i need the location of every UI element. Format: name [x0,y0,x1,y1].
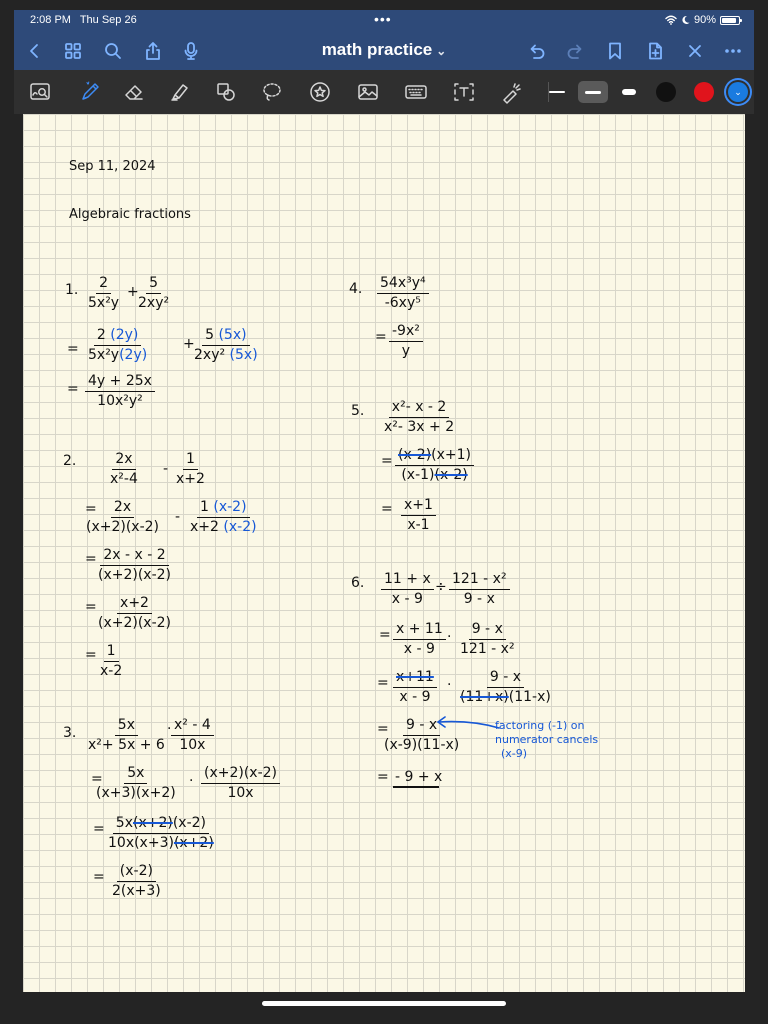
problem-6-step3-fraction-b [457,670,554,706]
thickness-thick-line [622,89,636,95]
denominator: 2xy² [138,295,170,312]
denominator [187,518,260,535]
wifi-icon [665,15,677,25]
operator: - [163,461,169,477]
problem-2-fraction-a [107,452,141,488]
denominator: 10x²y² [97,393,143,410]
equals-sign: = [377,721,389,737]
problem-4-result [389,324,423,360]
multiplier: (5x) [218,327,247,343]
numerator: 2x [112,452,135,470]
lasso-tool-icon[interactable] [258,79,286,105]
status-time: 2:08 PM [30,14,71,26]
equals-sign: = [375,329,387,345]
equals-sign: = [67,341,79,357]
problem-6-label: 6. [351,575,365,591]
problem-2-step3 [95,548,174,584]
numerator-term: 5x [115,815,133,831]
undo-icon[interactable] [526,40,548,62]
numerator: 4y + 25x [85,374,155,392]
numerator: x + 11 [393,622,446,640]
battery-icon [720,16,740,25]
bookmark-icon[interactable] [604,40,626,62]
microphone-icon[interactable] [180,40,202,62]
problem-6-result: - 9 + x [395,769,443,785]
denominator-term: (x-1) [401,467,435,484]
search-icon[interactable] [102,40,124,62]
denominator: 2(x+3) [112,883,161,900]
denominator [398,466,470,483]
equals-sign: = [377,675,389,691]
color-swatch-blue[interactable] [728,82,748,102]
numerator: 5x [124,766,147,784]
thickness-medium-line [585,91,601,94]
denominator: (x-9)(11-x) [384,737,460,754]
numerator [113,816,209,834]
cancelled-factor: x+11 [396,669,434,685]
thickness-thick[interactable] [614,81,644,103]
multiplier: (x-2) [213,499,247,515]
equals-sign: = [85,599,97,615]
operator: - [175,509,181,525]
denominator [191,346,261,363]
color-swatch-black[interactable] [656,82,676,102]
title-dropdown-chevron-icon[interactable]: ⌄ [436,44,447,58]
keyboard-icon[interactable] [402,79,430,105]
numerator: 9 - x [403,718,440,736]
denominator: x-2 [100,663,123,680]
problem-5-fraction [381,400,457,436]
denominator: 9 - x [463,591,495,608]
numerator: 54x³y⁴ [377,276,429,294]
numerator-term: (x+1) [431,447,472,463]
cancelled-factor: (11+x) [460,689,509,706]
numerator-term: 1 [200,499,209,515]
problem-2-step4 [95,596,174,632]
denominator-term: 2xy² [194,347,226,364]
equals-sign: = [379,627,391,643]
note-page[interactable] [23,114,745,992]
numerator: 2x [111,500,134,518]
numerator: 5 [146,276,161,294]
denominator: 121 - x² [460,641,515,658]
operator: + [183,336,195,352]
denominator-term: 5x²y [88,347,120,364]
cancelled-factor: (x-2) [398,447,432,463]
result-underline [393,786,439,788]
thickness-fine-line [549,91,565,93]
problem-2-step2-fraction-a [83,500,162,536]
equals-sign: = [91,771,103,787]
elements-star-icon[interactable] [306,79,334,105]
denominator: x - 9 [403,641,435,658]
highlighter-tool-icon[interactable] [166,79,194,105]
document-title[interactable]: math practice [321,40,433,59]
denominator [105,834,217,851]
denominator: x+2 [176,471,205,488]
problem-2-label: 2. [63,453,77,469]
problem-6-step2-fraction-b [457,622,518,658]
annotation-line-3: (x-9) [501,747,528,760]
problem-6-step2-fraction-a [393,622,446,658]
denominator: (x+3)(x+2) [96,785,176,802]
status-date: Thu Sep 26 [79,14,137,26]
drawing-toolbar [14,70,754,114]
problem-1-step2-fraction-a [85,328,150,364]
problem-3-result [109,864,164,900]
numerator [202,328,250,346]
problem-3-fraction-b [171,718,214,754]
multiplier: (5x) [229,347,258,364]
numerator [94,328,142,346]
problem-4-label: 4. [349,281,363,297]
equals-sign: = [93,869,105,885]
share-icon[interactable] [142,40,164,62]
operator: · [447,677,452,693]
equals-sign: = [85,551,97,567]
multiplier: (2y) [110,327,139,343]
operator: ÷ [435,579,447,595]
numerator: 1 [104,644,119,662]
thumbnails-grid-icon[interactable] [62,40,84,62]
laser-pointer-icon[interactable] [498,79,526,105]
equals-sign: = [377,769,389,785]
problem-1-result [85,374,155,410]
equals-sign: = [85,647,97,663]
numerator: 9 - x [487,670,524,688]
denominator: x²- 3x + 2 [384,419,455,436]
zoom-window-icon[interactable] [26,79,54,105]
problem-6-fraction-a [381,572,434,608]
numerator: x² - 4 [171,718,214,736]
equals-sign: = [381,501,393,517]
equals-sign: = [67,381,79,397]
cancelled-factor: (x+2) [173,835,214,852]
problem-3-fraction-a [85,718,168,754]
denominator: x-1 [407,517,430,534]
denominator: (x+2)(x-2) [86,519,160,536]
back-chevron-icon[interactable] [24,40,46,62]
problem-5-label: 5. [351,403,365,419]
problem-1-step2-fraction-b [191,328,261,364]
numerator: -9x² [389,324,423,342]
numerator [395,448,474,466]
numerator: 5x [115,718,138,736]
denominator: x²+ 5x + 6 [88,737,165,754]
annotation-arrow-icon [431,716,501,738]
problem-1-fraction-a [85,276,122,312]
numerator: 11 + x [381,572,434,590]
home-indicator[interactable] [262,1001,506,1006]
numerator-term: 5 [205,327,214,343]
image-insert-icon[interactable] [354,79,382,105]
do-not-disturb-moon-icon [681,15,690,25]
numerator: 121 - x² [449,572,510,590]
problem-4-fraction [377,276,429,312]
problem-5-result [401,498,436,534]
problem-1-label: 1. [65,282,79,298]
equals-sign: = [93,821,105,837]
problem-6-fraction-b [449,572,510,608]
numerator: (x+2)(x-2) [201,766,280,784]
note-topic: Algebraic fractions [69,207,191,222]
eraser-tool-icon[interactable] [120,79,148,105]
denominator-term: (11-x) [508,689,551,706]
denominator: y [401,343,411,360]
denominator: x - 9 [391,591,423,608]
equals-sign: = [381,453,393,469]
numerator: x+2 [117,596,152,614]
equals-sign: = [85,501,97,517]
annotation-line-1: factoring (-1) on [495,719,585,732]
numerator: 1 [183,452,198,470]
denominator-term: x+2 [190,519,219,536]
problem-2-fraction-c [173,452,208,488]
operator: + [127,284,139,300]
color-swatch-red[interactable] [694,82,714,102]
numerator [393,670,437,688]
problem-2-step2-fraction-b [187,500,260,536]
cancelled-factor: (x-2) [434,467,468,484]
denominator: (x+2)(x-2) [98,567,172,584]
numerator: 2x - x - 2 [100,548,168,566]
add-page-icon[interactable] [644,40,666,62]
denominator: (x+2)(x-2) [98,615,172,632]
battery-percent: 90% [693,14,716,26]
more-options-icon[interactable] [722,40,744,62]
numerator: x²- x - 2 [389,400,450,418]
problem-3-step2-fraction-a [93,766,179,802]
battery-level-fill [722,18,736,23]
denominator: 5x²y [88,295,120,312]
numerator: x+1 [401,498,436,516]
problem-5-step2 [395,448,474,484]
denominator [457,688,554,705]
operator: · [167,721,172,737]
operator: · [447,629,452,645]
problem-3-label: 3. [63,725,77,741]
numerator: 2 [96,276,111,294]
denominator: x - 9 [399,689,431,706]
redo-icon[interactable] [564,40,586,62]
selected-color-check-icon: ⌄ [734,86,742,97]
numerator-term: 2 [96,327,106,343]
thickness-medium[interactable] [578,81,608,103]
problem-6-step3-fraction-a [393,670,437,706]
thickness-fine[interactable] [542,81,572,103]
denominator: 10x [227,785,254,802]
numerator: 9 - x [469,622,506,640]
denominator: 10x [179,737,206,754]
problem-3-step3 [105,816,217,852]
multiplier: (2y) [119,347,148,364]
numerator [197,500,250,518]
multitasking-dots[interactable]: ••• [374,11,392,27]
note-date: Sep 11, 2024 [69,159,156,174]
text-box-icon[interactable] [450,79,478,105]
close-icon[interactable] [684,40,706,62]
denominator: -6xy⁵ [384,295,421,312]
denominator: x²-4 [110,471,138,488]
status-bar [14,10,754,32]
pen-tool-icon[interactable] [76,79,104,105]
navigation-bar [14,32,754,70]
shapes-tool-icon[interactable] [212,79,240,105]
operator: · [189,773,194,789]
denominator [85,346,150,363]
problem-3-step2-fraction-b [201,766,280,802]
annotation-line-2: numerator cancels [495,733,599,746]
cancelled-factor: (x+2) [132,815,173,831]
numerator: (x-2) [117,864,156,882]
problem-1-fraction-b [135,276,172,312]
denominator-term: 10x(x+3) [108,835,174,852]
multiplier: (x-2) [223,519,257,536]
problem-2-result [97,644,125,680]
numerator-term: (x-2) [172,815,207,831]
